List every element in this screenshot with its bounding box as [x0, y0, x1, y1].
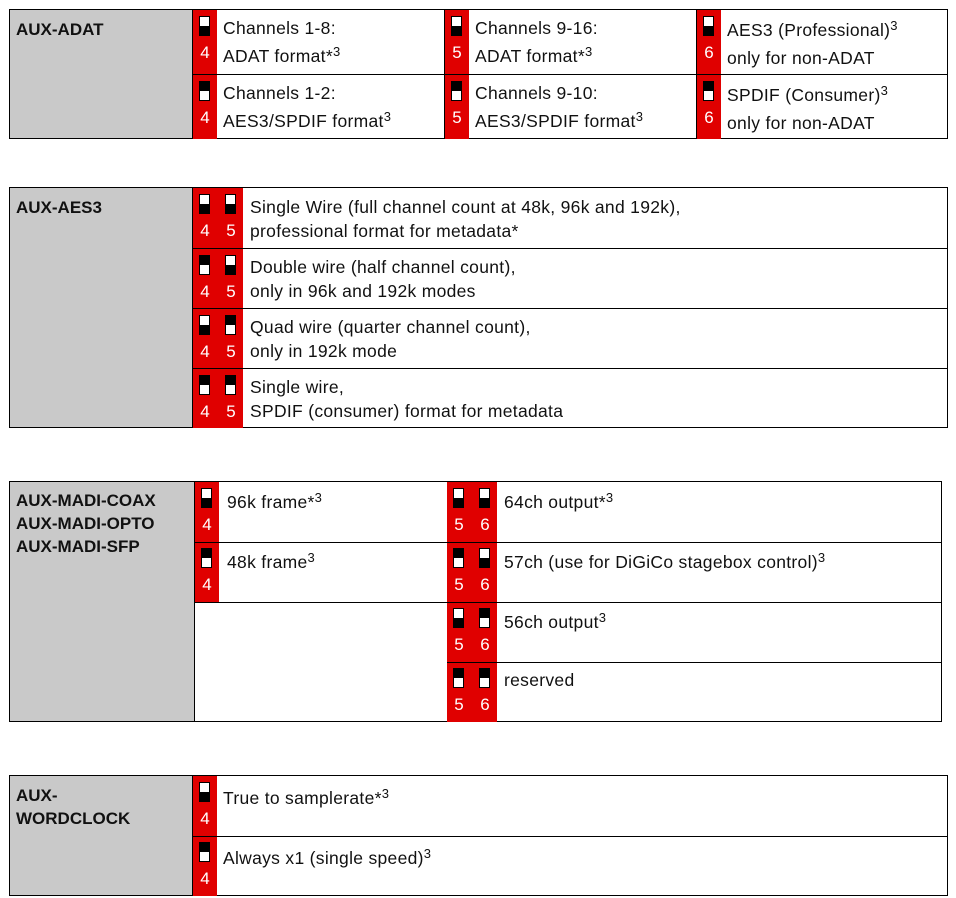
wordclock-label: AUX- WORDCLOCK: [16, 786, 131, 828]
adat-table: [9, 9, 948, 139]
dip-switch-icon: [225, 194, 236, 214]
divider: [193, 836, 947, 837]
dip-switch-icon: [479, 608, 490, 628]
divider: [193, 308, 947, 309]
adat-cell-text: Channels 1-2: AES3/SPDIF format$^3$: [223, 83, 392, 131]
madi-output-text: reserved: [504, 670, 575, 690]
wordclock-row-text: Always x1 (single speed)$^3$: [223, 846, 432, 868]
dip-strip: [193, 75, 217, 139]
divider: [447, 602, 941, 603]
madi-output-text: 64ch output*$^3$: [504, 490, 614, 512]
dip-number: 5: [452, 108, 462, 127]
wordclock-table: [9, 775, 948, 896]
dip-number: 6: [704, 43, 714, 62]
adat-cell-text: Channels 1-8: ADAT format*$^3$: [223, 18, 341, 66]
dip-number: 5: [226, 402, 236, 421]
dip-number: 5: [226, 221, 236, 240]
dip-number: 5: [454, 515, 464, 534]
dip-number: 4: [200, 43, 210, 62]
dip-switch-icon: [225, 315, 236, 335]
aes3-table: [9, 187, 948, 428]
dip-number: 4: [200, 402, 210, 421]
dip-switch-icon: [199, 375, 210, 395]
dip-number: 4: [200, 342, 210, 361]
madi-output-text: 56ch output$^3$: [504, 610, 607, 632]
adat-label: AUX-ADAT: [16, 20, 104, 39]
dip-number: 4: [200, 108, 210, 127]
dip-switch-icon: [201, 548, 212, 568]
dip-number: 6: [480, 695, 490, 714]
dip-switch-icon: [479, 668, 490, 688]
dip-switch-icon: [199, 81, 210, 101]
dip-switch-icon: [703, 81, 714, 101]
aes3-row-text: Single Wire (full channel count at 48k, 96k and 192k), professional format for metadata*: [250, 197, 681, 241]
aes3-label-cell: [10, 188, 193, 427]
dip-number: 4: [200, 809, 210, 828]
divider: [447, 542, 941, 543]
dip-strip: [697, 75, 721, 139]
dip-strip: [445, 10, 469, 74]
madi-output-text: 57ch (use for DiGiCo stagebox control)$^3$: [504, 550, 826, 572]
adat-cell-text: SPDIF (Consumer)$^3$ only for non-ADAT: [727, 83, 889, 133]
dip-number: 4: [200, 869, 210, 888]
wordclock-row-text: True to samplerate*$^3$: [223, 786, 390, 808]
dip-switch-icon: [199, 782, 210, 802]
dip-switch-icon: [453, 548, 464, 568]
adat-label-cell: [10, 10, 193, 138]
dip-switch-icon: [225, 255, 236, 275]
dip-number: 6: [480, 515, 490, 534]
dip-number: 5: [454, 575, 464, 594]
dip-switch-icon: [453, 488, 464, 508]
dip-switch-icon: [451, 81, 462, 101]
dip-switch-icon: [453, 668, 464, 688]
adat-cell-text: AES3 (Professional)$^3$ only for non-ADAT: [727, 18, 898, 68]
dip-number: 4: [200, 282, 210, 301]
dip-switch-icon: [453, 608, 464, 628]
aes3-label: AUX-AES3: [16, 198, 102, 217]
dip-switch-icon: [201, 488, 212, 508]
dip-number: 4: [202, 575, 212, 594]
dip-number: 5: [454, 695, 464, 714]
dip-strip: [697, 10, 721, 74]
dip-number: 6: [480, 635, 490, 654]
dip-number: 6: [480, 575, 490, 594]
madi-frame-text: 96k frame*$^3$: [227, 490, 323, 512]
divider: [447, 662, 941, 663]
dip-number: 5: [454, 635, 464, 654]
dip-switch-icon: [225, 375, 236, 395]
dip-switch-icon: [451, 16, 462, 36]
dip-switch-icon: [199, 315, 210, 335]
dip-switch-icon: [703, 16, 714, 36]
wordclock-label-cell: [10, 776, 193, 895]
aes3-row-text: Quad wire (quarter channel count), only in 192k mode: [250, 317, 531, 361]
dip-strip: [445, 75, 469, 139]
aes3-row-text: Double wire (half channel count), only in 96k and 192k modes: [250, 257, 516, 301]
divider: [195, 542, 447, 543]
dip-number: 6: [704, 108, 714, 127]
dip-switch-icon: [479, 488, 490, 508]
adat-cell-text: Channels 9-10: AES3/SPDIF format$^3$: [475, 83, 644, 131]
aes3-row-text: Single wire, SPDIF (consumer) format for metadata: [250, 377, 564, 421]
divider: [193, 248, 947, 249]
dip-number: 4: [202, 515, 212, 534]
dip-switch-icon: [199, 194, 210, 214]
dip-number: 5: [452, 43, 462, 62]
dip-switch-icon: [479, 548, 490, 568]
dip-number: 5: [226, 342, 236, 361]
madi-label-cell: [10, 482, 195, 721]
dip-switch-icon: [199, 842, 210, 862]
adat-cell-text: Channels 9-16: ADAT format*$^3$: [475, 18, 598, 66]
divider: [193, 368, 947, 369]
madi-table: [9, 481, 942, 722]
dip-switch-icon: [199, 16, 210, 36]
divider: [195, 602, 447, 603]
dip-number: 4: [200, 221, 210, 240]
madi-label: AUX-MADI-COAX AUX-MADI-OPTO AUX-MADI-SFP: [16, 491, 156, 556]
dip-number: 5: [226, 282, 236, 301]
dip-switch-icon: [199, 255, 210, 275]
madi-frame-text: 48k frame$^3$: [227, 550, 316, 572]
divider: [193, 74, 947, 75]
dip-strip: [193, 10, 217, 74]
